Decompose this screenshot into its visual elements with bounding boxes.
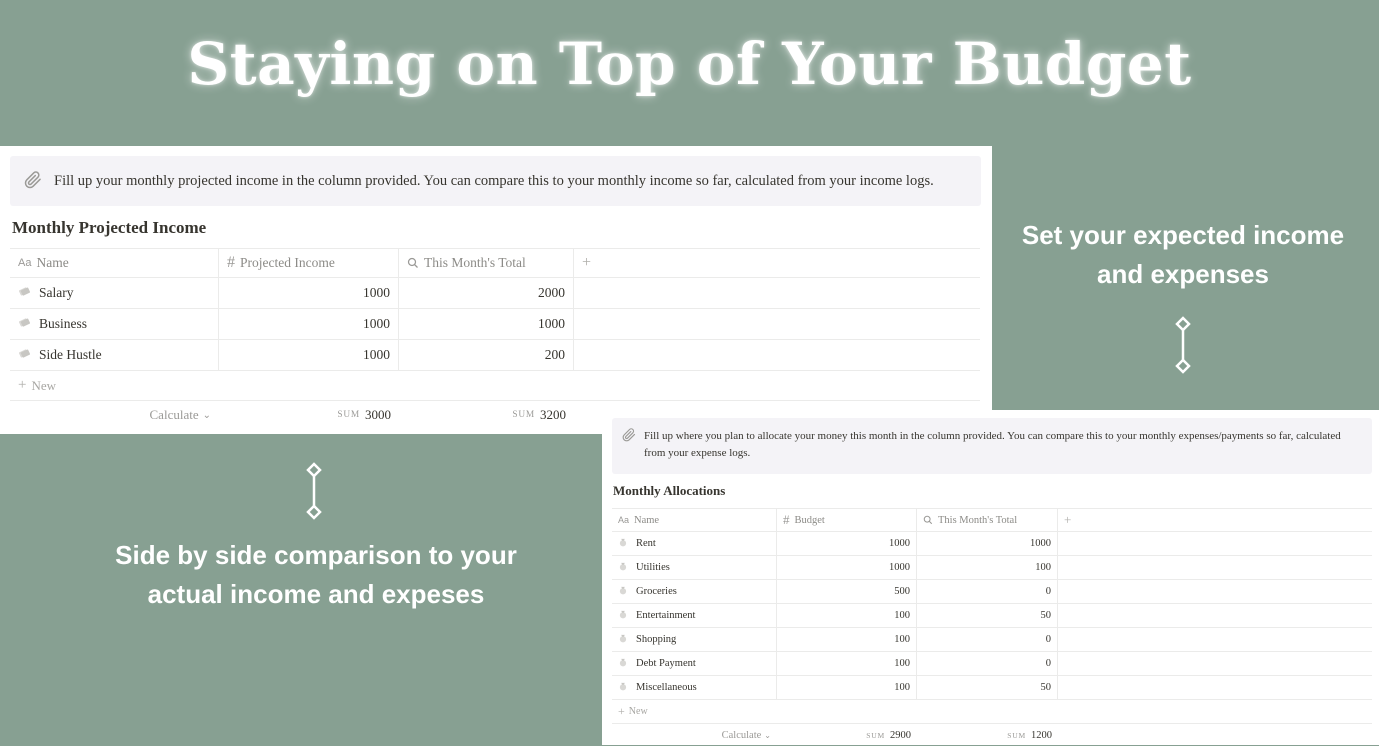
new-row-button[interactable]: + New: [10, 371, 980, 401]
number-property-icon: #: [783, 512, 790, 527]
table-row[interactable]: [612, 580, 1372, 604]
income-table: [10, 248, 980, 429]
row-this-months-total: 0: [917, 580, 1058, 603]
income-callout: [10, 156, 981, 206]
table-row[interactable]: [10, 278, 980, 309]
text-property-icon: Aa: [618, 515, 630, 525]
row-name: Business: [39, 316, 88, 331]
calculate-button[interactable]: Calculate ⌄: [149, 407, 211, 422]
sum-this-months-total[interactable]: SUM 1200: [1007, 729, 1052, 741]
table-header-row: [612, 508, 1372, 532]
money-icon: [18, 316, 31, 333]
divider-icon: [1174, 316, 1192, 374]
row-this-months-total: 0: [917, 652, 1058, 675]
column-header-name[interactable]: Aa Name: [10, 249, 219, 277]
row-name: Miscellaneous: [636, 682, 697, 693]
row-name: Shopping: [636, 634, 677, 645]
row-budget[interactable]: 100: [777, 652, 917, 675]
allocations-callout: [612, 418, 1372, 474]
plus-icon: +: [18, 377, 27, 393]
paperclip-icon: [622, 428, 636, 447]
income-callout-text: Fill up your monthly projected income in the column provided. You can compare this to your monthly income so far, calculated from your income logs.: [54, 173, 934, 189]
table-row[interactable]: [612, 676, 1372, 700]
plus-icon: +: [1064, 512, 1072, 527]
row-budget[interactable]: 100: [777, 604, 917, 627]
row-name: Groceries: [636, 586, 677, 597]
table-row[interactable]: [612, 628, 1372, 652]
calculate-button[interactable]: Calculate ⌄: [721, 729, 771, 741]
row-this-months-total: 1000: [917, 532, 1058, 555]
row-name: Debt Payment: [636, 658, 696, 669]
row-name: Salary: [39, 285, 74, 300]
money-bag-icon: [618, 609, 628, 622]
row-budget[interactable]: 100: [777, 628, 917, 651]
row-name: Rent: [636, 538, 656, 549]
income-panel: [0, 146, 992, 434]
row-projected-income[interactable]: 1000: [219, 309, 399, 339]
column-header-projected-income[interactable]: # Projected Income: [219, 249, 399, 277]
money-bag-icon: [618, 657, 628, 670]
row-budget[interactable]: 100: [777, 676, 917, 699]
row-name: Utilities: [636, 562, 670, 573]
money-bag-icon: [618, 633, 628, 646]
table-row[interactable]: [612, 652, 1372, 676]
row-this-months-total: 50: [917, 604, 1058, 627]
sum-projected-income[interactable]: SUM 3000: [337, 407, 391, 422]
column-header-name[interactable]: Aa Name: [612, 509, 777, 531]
row-budget[interactable]: 500: [777, 580, 917, 603]
caption-side-by-side: Side by side comparison to your actual income and expeses: [115, 540, 517, 609]
row-name: Entertainment: [636, 610, 696, 621]
row-this-months-total: 2000: [399, 278, 574, 308]
table-row[interactable]: [10, 340, 980, 371]
text-property-icon: Aa: [18, 257, 32, 269]
column-header-budget[interactable]: # Budget: [777, 509, 917, 531]
allocations-table: [612, 508, 1372, 746]
row-this-months-total: 1000: [399, 309, 574, 339]
money-bag-icon: [618, 681, 628, 694]
table-row[interactable]: [612, 532, 1372, 556]
add-column-button[interactable]: [1058, 509, 1372, 531]
table-header-row: [10, 248, 980, 278]
money-bag-icon: [618, 585, 628, 598]
row-budget[interactable]: 1000: [777, 532, 917, 555]
table-row[interactable]: [612, 604, 1372, 628]
paperclip-icon: [24, 171, 42, 194]
add-column-button[interactable]: [574, 249, 980, 277]
rollup-search-icon: [923, 515, 933, 525]
new-row-button[interactable]: + New: [612, 700, 1372, 724]
sum-budget[interactable]: SUM 2900: [866, 729, 911, 741]
row-this-months-total: 100: [917, 556, 1058, 579]
row-this-months-total: 200: [399, 340, 574, 370]
sum-this-months-total[interactable]: SUM 3200: [512, 407, 566, 422]
income-database-title[interactable]: Monthly Projected Income: [12, 218, 207, 237]
chevron-down-icon: ⌄: [202, 409, 211, 421]
plus-icon: +: [618, 704, 625, 718]
rollup-search-icon: [407, 257, 419, 269]
row-name: Side Hustle: [39, 347, 102, 362]
column-header-this-months-total[interactable]: This Month's Total: [917, 509, 1058, 531]
caption-set-expected: Set your expected income and expenses: [1021, 220, 1345, 289]
number-property-icon: #: [227, 254, 235, 271]
row-budget[interactable]: 1000: [777, 556, 917, 579]
money-icon: [18, 285, 31, 302]
calculate-row: [612, 724, 1372, 746]
allocations-callout-text: Fill up where you plan to allocate your money this month in the column provided. You can compare this to your monthly expenses/payments so far, calculated from your expense logs.: [644, 430, 1341, 459]
allocations-database-title[interactable]: Monthly Allocations: [613, 483, 726, 498]
row-projected-income[interactable]: 1000: [219, 340, 399, 370]
row-this-months-total: 50: [917, 676, 1058, 699]
plus-icon: +: [582, 254, 592, 271]
row-projected-income[interactable]: 1000: [219, 278, 399, 308]
table-row[interactable]: [10, 309, 980, 340]
divider-icon: [305, 462, 323, 520]
money-icon: [18, 347, 31, 364]
allocations-panel: [602, 410, 1379, 745]
money-bag-icon: [618, 537, 628, 550]
column-header-this-months-total[interactable]: This Month's Total: [399, 249, 574, 277]
money-bag-icon: [618, 561, 628, 574]
row-this-months-total: 0: [917, 628, 1058, 651]
page-headline: Staying on Top of Your Budget: [187, 30, 1192, 98]
chevron-down-icon: ⌄: [764, 730, 771, 740]
table-row[interactable]: [612, 556, 1372, 580]
